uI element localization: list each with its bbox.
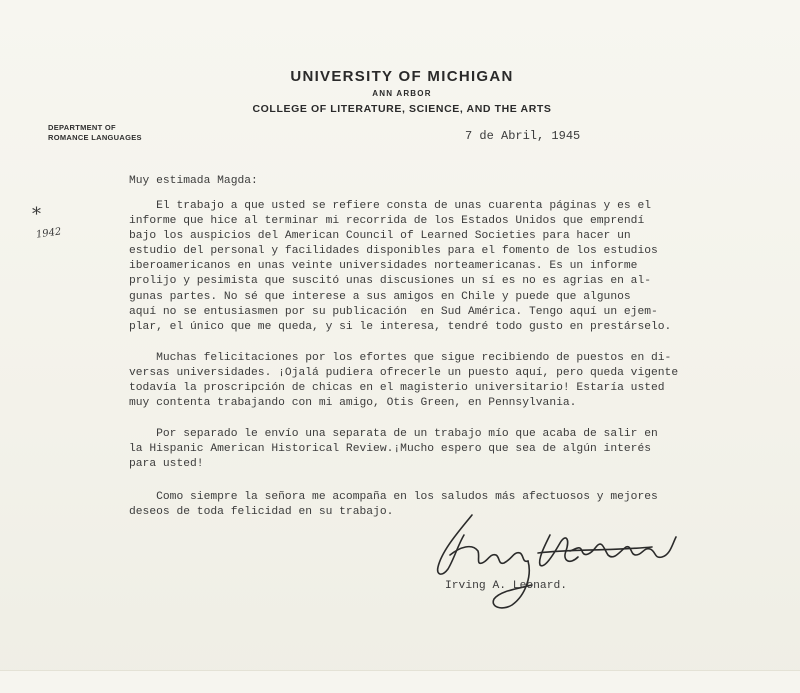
letterhead-university: UNIVERSITY OF MICHIGAN <box>290 68 514 85</box>
salutation: Muy estimada Magda: <box>129 175 258 187</box>
paragraph-line: informe que hice al terminar mi recorrida de los Estados Unidos que emprendí <box>129 215 645 228</box>
department-line: ROMANCE LANGUAGES <box>48 133 142 142</box>
letter-date: 7 de Abril, 1945 <box>465 129 581 143</box>
paragraph-line: gunas partes. No sé que interese a sus amigos en Chile y puede que algunos <box>129 290 631 303</box>
handwritten-signature <box>420 495 700 625</box>
paragraph-line: iberoamericanos en unas veinte universidades norteamericanas. Es un informe <box>129 260 638 273</box>
body-paragraph <box>129 351 678 411</box>
paragraph-line: plar, el único que me queda, y si le interesa, tendré todo gusto en prestárselo. <box>129 320 672 333</box>
paragraph-line: para usted! <box>129 458 204 471</box>
page-bottom-edge <box>0 670 800 693</box>
paragraph-line: versas universidades. ¡Ojalá pudiera ofrecerle un puesto aquí, pero queda vigente <box>129 367 679 380</box>
paragraph-line: todavía la proscripción de chicas en el magisterio universitario! Estaría usted <box>129 382 665 395</box>
paragraph-line: bajo los auspicios del American Council of Learned Societies para hacer un <box>129 230 631 243</box>
department-line: DEPARTMENT OF <box>48 123 116 132</box>
paragraph-line: muy contenta trabajando con mi amigo, Otis Green, en Pennsylvania. <box>129 397 577 410</box>
paragraph-line: Como siempre la señora me acompaña en los saludos más afectuosos y mejores <box>129 491 658 503</box>
paragraph-line: Por separado le envío una separata de un trabajo mío que acaba de salir en <box>129 428 658 440</box>
paragraph-line: El trabajo a que usted se refiere consta de unas cuarenta páginas y es el <box>129 200 652 212</box>
paragraph-line: Muchas felicitaciones por los efortes que sigue recibiendo de puestos en di- <box>129 352 672 364</box>
paragraph-line: estudio del personal y facilidades disponibles para el fomento de los estudios <box>129 245 658 258</box>
paragraph-line: deseos de toda felicidad en su trabajo. <box>129 506 394 519</box>
department-block <box>48 123 142 143</box>
paragraph-line: prolijo y pesimista que suscitó unas discusiones un sí es no es agrias en al- <box>129 275 652 288</box>
letterhead-city: ANN ARBOR <box>372 89 432 98</box>
paragraph-line: la Hispanic American Historical Review.¡Mucho espero que sea de algún interés <box>129 443 652 456</box>
letterhead-college: COLLEGE OF LITERATURE, SCIENCE, AND THE ARTS <box>252 103 552 115</box>
typed-signature-name: Irving A. Leonard. <box>445 580 568 592</box>
body-paragraph <box>129 427 658 472</box>
body-paragraph <box>129 199 671 335</box>
paragraph-line: aquí no se entusiasmen por su publicación en Sud América. Tengo aquí un ejem- <box>129 305 658 318</box>
annotation-year: 1942 <box>35 226 63 241</box>
asterisk-mark: * <box>32 204 41 225</box>
